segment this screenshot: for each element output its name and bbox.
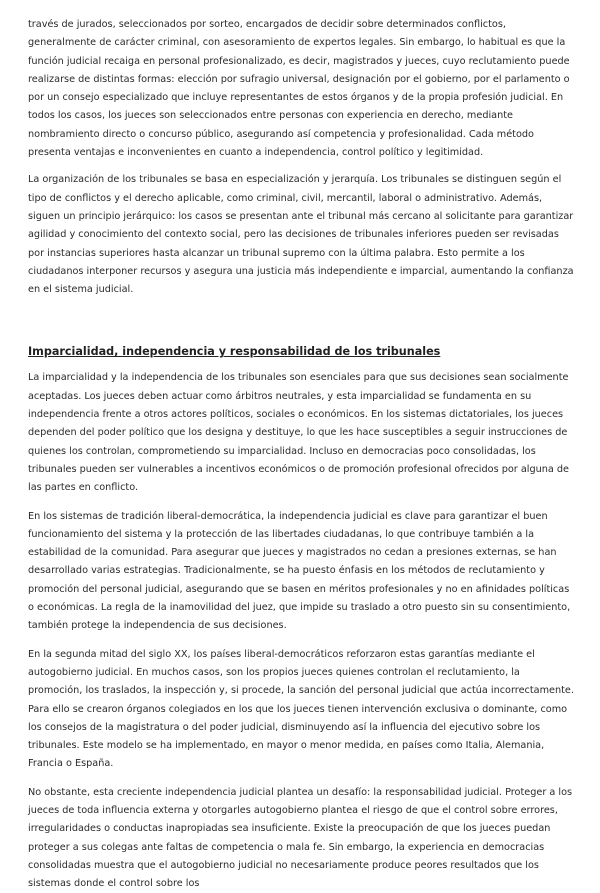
document-page — [28, 16, 576, 893]
section-heading: Imparcialidad, independencia y responsabilidad de los tribunales — [28, 345, 441, 359]
paragraph-organizacion-tribunales: La organización de los tribunales se basa en especialización y jerarquía. Los tribunales se distinguen según el tipo de conflictos y el derecho aplicable, como criminal, civil, mercantil, laboral o administrativo. Además, siguen un principio jerárquico: los casos se presentan ante el tribunal más cercano al solicitante para garantizar agilidad y conocimiento del contexto social, pero las decisiones de tribunales inferiores pueden ser revisadas por instancias superiores hasta alcanzar un tribunal supremo con la última palabra. Esto permite a los ciudadanos interponer recursos y asegura una justicia más independiente e imparcial, aumentando la confianza en el sistema judicial. — [28, 174, 574, 296]
paragraph-autogobierno: En la segunda mitad del siglo XX, los países liberal-democráticos reforzaron estas garantías mediante el autogobierno judicial. En muchos casos, son los propios jueces quienes controlan el reclutamiento, la promoción, los traslados, la inspección y, si procede, la sanción del personal judicial que actúa incorrectamente. Para ello se crearon órganos colegiados en los que los jueces tienen intervención exclusiva o dominante, como los consejos de la magistratura o del poder judicial, disminuyendo así la influencia del ejecutivo sobre los tribunales. Este modelo se ha implementado, en mayor o menor medida, en países como Italia, Alemania, Francia o España. — [28, 648, 574, 770]
paragraph-jurados: través de jurados, seleccionados por sorteo, encargados de decidir sobre determinados conflictos, generalmente de carácter criminal, con asesoramiento de expertos legales. Sin embargo, lo habitual es que la función judicial recaiga en personal profesionalizado, es decir, magistrados y jueces, cuyo reclutamiento puede realizarse de distintas formas: elección por sufragio universal, designación por el gobierno, por el parlamento o por un consejo especializado que incluye representantes de estos órganos y de la propia profesión judicial. En todos los casos, los jueces son seleccionados entre personas con experiencia en derecho, mediante nombramiento directo o concurso público, asegurando así competencia y profesionalidad. Cada método presenta ventajas e inconvenientes en cuanto a independencia, control político y legitimidad. — [28, 19, 570, 159]
paragraph-imparcialidad: La imparcialidad y la independencia de los tribunales son esenciales para que sus decisiones sean socialmente aceptadas. Los jueces deben actuar como árbitros neutrales, y esta imparcialidad se fundamenta en su independencia frente a otros actores políticos, sociales o económicos. En los sistemas dictatoriales, los jueces dependen del poder político que los designa y destituye, lo que les hace susceptibles a seguir instrucciones de quienes los controlan, comprometiendo su imparcialidad. Incluso en democracias poco consolidadas, los tribunales pueden ser vulnerables a incentivos económicos o de promoción profesional ofrecidos por alguna de las partes en conflicto. — [28, 372, 570, 494]
paragraph-tradicion-liberal: En los sistemas de tradición liberal-democrática, la independencia judicial es clave para garantizar el buen funcionamiento del sistema y la protección de las libertades ciudadanas, lo que contribuye también a la estabilidad de la comunidad. Para asegurar que jueces y magistrados no cedan a presiones externas, se han desarrollado varias estrategias. Tradicionalmente, se ha puesto énfasis en los métodos de reclutamiento y promoción del personal judicial, asegurando que se basen en méritos profesionales y no en afinidades políticas o económicas. La regla de la inamovilidad del juez, que impide su traslado a otro puesto sin su consentimiento, también protege la independencia de sus decisiones. — [28, 510, 571, 632]
paragraph-responsabilidad: No obstante, esta creciente independencia judicial plantea un desafío: la responsabilidad judicial. Proteger a los jueces de toda influencia externa y otorgarles autogobierno plantea el riesgo de que el control sobre errores, irregularidades o conductas inapropiadas sea insuficiente. Existe la preocupación de que los jueces puedan proteger a sus colegas ante faltas de competencia o mala fe. Sin embargo, la experiencia en democracias consolidadas muestra que el autogobierno judicial no necesariamente produce peores resultados que los sistemas donde el control sobre los — [28, 786, 573, 890]
